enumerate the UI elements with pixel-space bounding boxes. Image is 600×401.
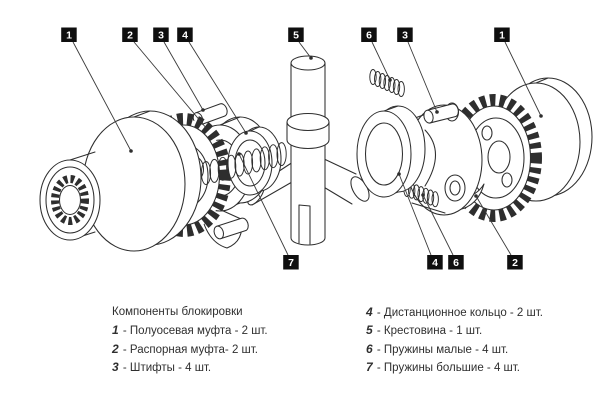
legend-item-1: 1 - Полуосевая муфта - 2 шт. — [112, 323, 268, 338]
callout-bottom-6 — [448, 255, 464, 270]
legend-item-6: 6 - Пружины малые - 4 шт. — [366, 341, 509, 356]
callout-bottom-7 — [283, 255, 299, 270]
svg-text:4: 4 — [182, 29, 188, 42]
svg-text:2: 2 — [127, 29, 133, 42]
svg-text:1: 1 — [499, 29, 505, 42]
callout-top-5 — [288, 28, 304, 43]
legend-left-column — [112, 303, 366, 377]
legend-right-column — [366, 303, 543, 377]
legend — [112, 303, 543, 377]
callout-bottom-4 — [427, 255, 443, 270]
right-distance-ring — [357, 106, 425, 197]
svg-text:4: 4 — [432, 257, 438, 270]
callout-top-6 — [361, 28, 377, 43]
svg-text:3: 3 — [402, 29, 408, 42]
svg-text:1: 1 — [66, 29, 72, 42]
legend-item-5: 5 - Крестовина - 1 шт. — [366, 323, 483, 338]
svg-text:6: 6 — [453, 257, 459, 270]
callout-top-4 — [177, 28, 193, 43]
legend-item-7: 7 - Пружины большие - 4 шт. — [366, 360, 520, 375]
legend-title: Компоненты блокировки — [112, 306, 243, 318]
callout-top-3 — [153, 28, 169, 43]
legend-item-2: 2 - Распорная муфта- 2 шт. — [112, 341, 258, 356]
callout-bottom-2 — [507, 255, 523, 270]
svg-text:5: 5 — [293, 29, 299, 42]
legend-item-3: 3 - Штифты - 4 шт. — [112, 360, 212, 375]
svg-text:2: 2 — [512, 257, 518, 270]
svg-text:6: 6 — [366, 29, 372, 42]
callout-top-1 — [61, 28, 76, 43]
svg-text:7: 7 — [288, 257, 294, 270]
callout-top-3b — [397, 28, 413, 43]
callout-top-2 — [122, 28, 138, 43]
callout-top-1b — [494, 28, 510, 43]
svg-text:3: 3 — [158, 29, 164, 42]
legend-item-4: 4 - Дистанционное кольцо - 2 шт. — [366, 305, 543, 319]
